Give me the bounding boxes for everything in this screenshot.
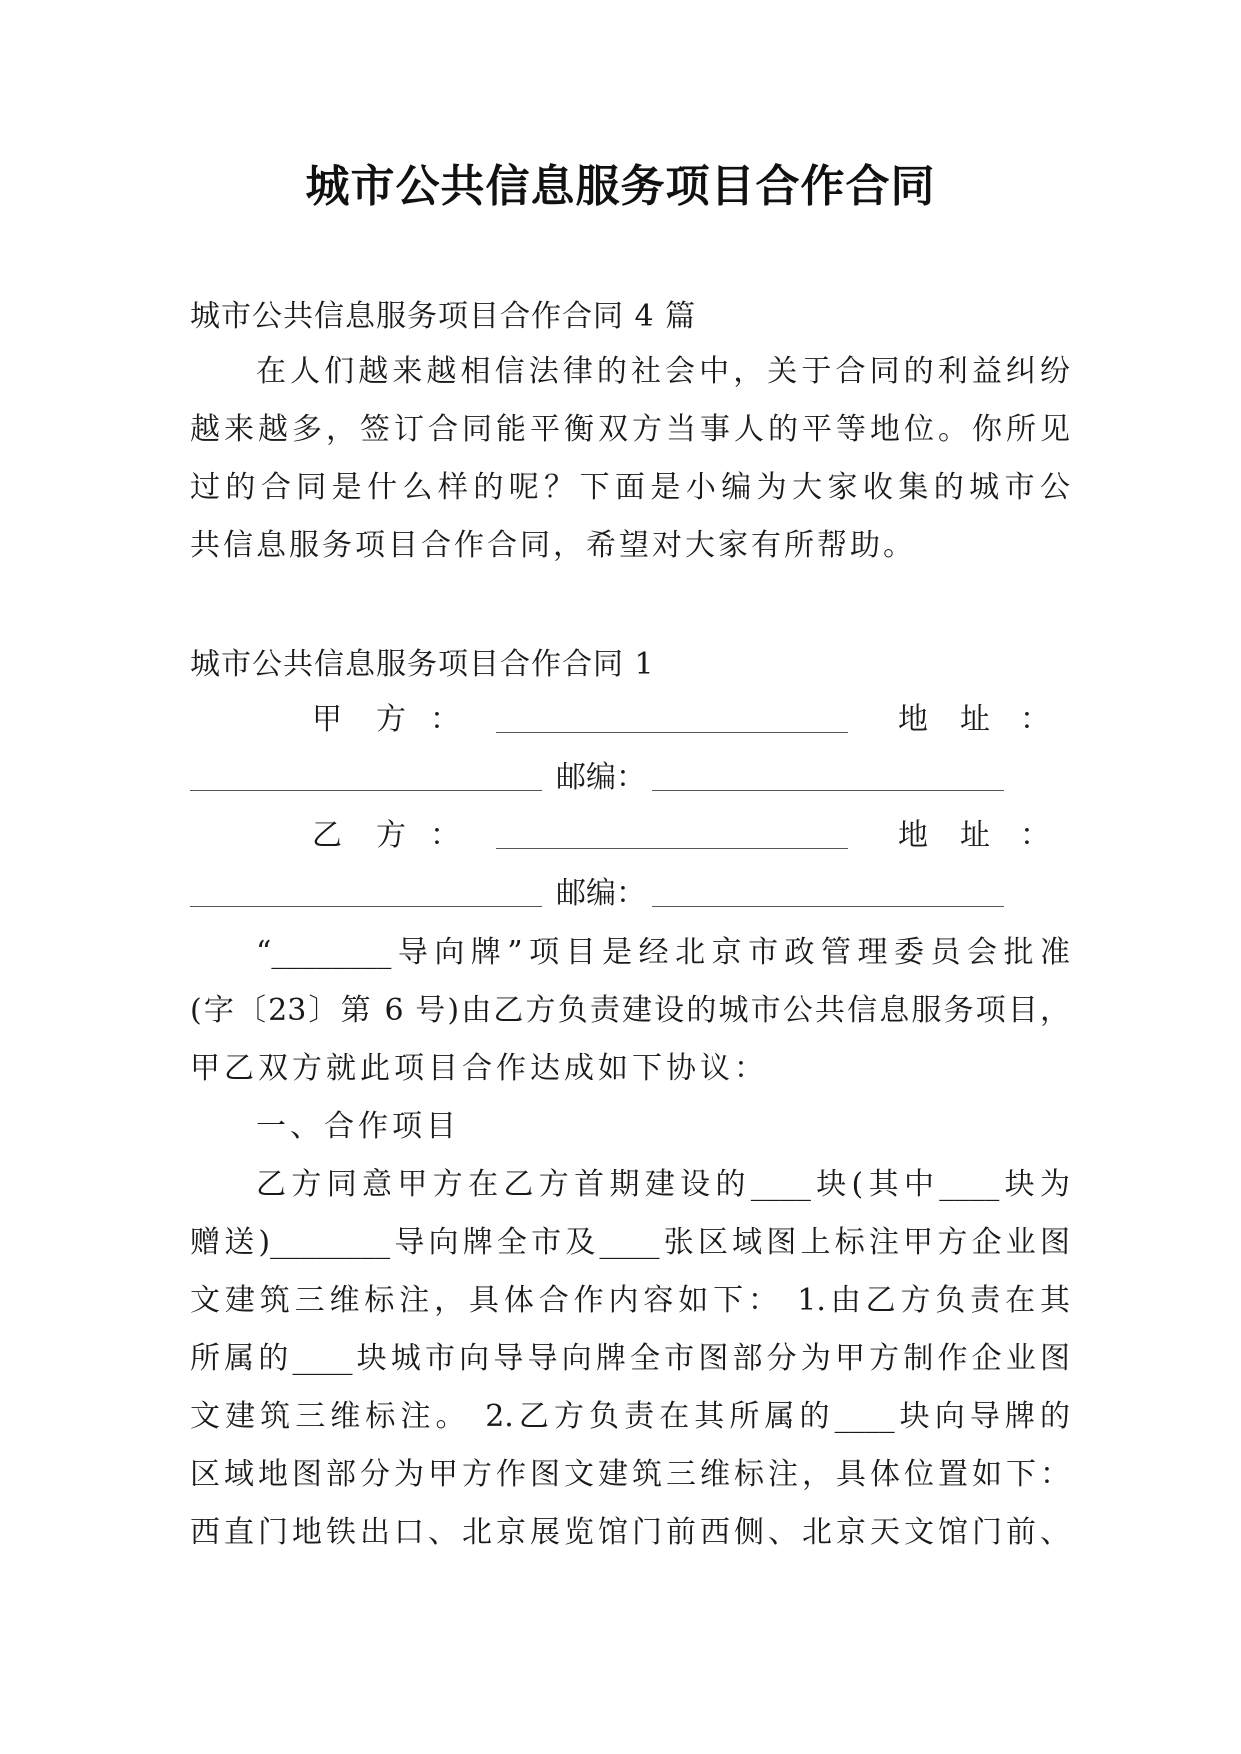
party-a-address-char1: 地 [898,702,928,737]
intro-line: 越来越多，签订合同能平衡双方当事人的平等地位。你所见 [190,412,1070,447]
body-line: (字〔23〕第 6 号)由乙方负责建设的城市公共信息服务项目， [190,993,1070,1028]
party-a-address-colon: ： [1020,702,1050,737]
party-b-label-char2: 方 [376,818,406,853]
party-a-label-char2: 方 [376,702,406,737]
party-b-address-blank [190,876,542,907]
document-title: 城市公共信息服务项目合作合同 [305,161,936,212]
body-line: 赠送)________导向牌全市及____张区域图上标注甲方企业图 [190,1225,1070,1260]
party-b-address-char1: 地 [898,818,928,853]
party-b-colon: ： [430,818,460,853]
body-line: 甲乙双方就此项目合作达成如下协议： [190,1051,768,1086]
intro-line: 共信息服务项目合作合同，希望对大家有所帮助。 [190,528,916,563]
party-b-postcode-row [190,874,1070,914]
party-a-postcode-label: 邮编： [556,760,646,795]
intro-line: 过的合同是什么样的呢？下面是小编为大家收集的城市公 [190,470,1070,505]
section-heading: 城市公共信息服务项目合作合同 1 [190,647,655,682]
party-b-label-char1: 乙 [312,818,342,853]
party-b-address-char2: 址 [960,818,990,853]
body-line: 文建筑三维标注，具体合作内容如下： 1.由乙方负责在其 [190,1283,1070,1318]
party-b-address-colon: ： [1020,818,1050,853]
party-a-postcode-blank [652,760,1004,791]
party-a-postcode-row [190,758,1070,798]
clause-heading: 一、合作项目 [256,1109,460,1144]
party-b-postcode-blank [652,876,1004,907]
body-line: 西直门地铁出口、北京展览馆门前西侧、北京天文馆门前、 [190,1515,1070,1550]
body-line: “________导向牌”项目是经北京市政管理委员会批准 [256,935,1070,970]
document-subtitle: 城市公共信息服务项目合作合同 4 篇 [190,299,697,334]
party-a-row [190,700,1070,740]
party-a-name-blank [496,702,848,733]
body-line: 区域地图部分为甲方作图文建筑三维标注，具体位置如下： [190,1457,1070,1492]
body-line: 文建筑三维标注。 2.乙方负责在其所属的____块向导牌的 [190,1399,1070,1434]
party-a-colon: ： [430,702,460,737]
party-a-address-blank [190,760,542,791]
party-b-name-blank [496,818,848,849]
intro-line: 在人们越来越相信法律的社会中，关于合同的利益纠纷 [256,354,1070,389]
party-b-row [190,816,1070,856]
party-b-postcode-label: 邮编： [556,876,646,911]
body-line: 乙方同意甲方在乙方首期建设的____块(其中____块为 [256,1167,1070,1202]
party-a-address-char2: 址 [960,702,990,737]
body-line: 所属的____块城市向导导向牌全市图部分为甲方制作企业图 [190,1341,1070,1376]
party-a-label-char1: 甲 [312,702,342,737]
